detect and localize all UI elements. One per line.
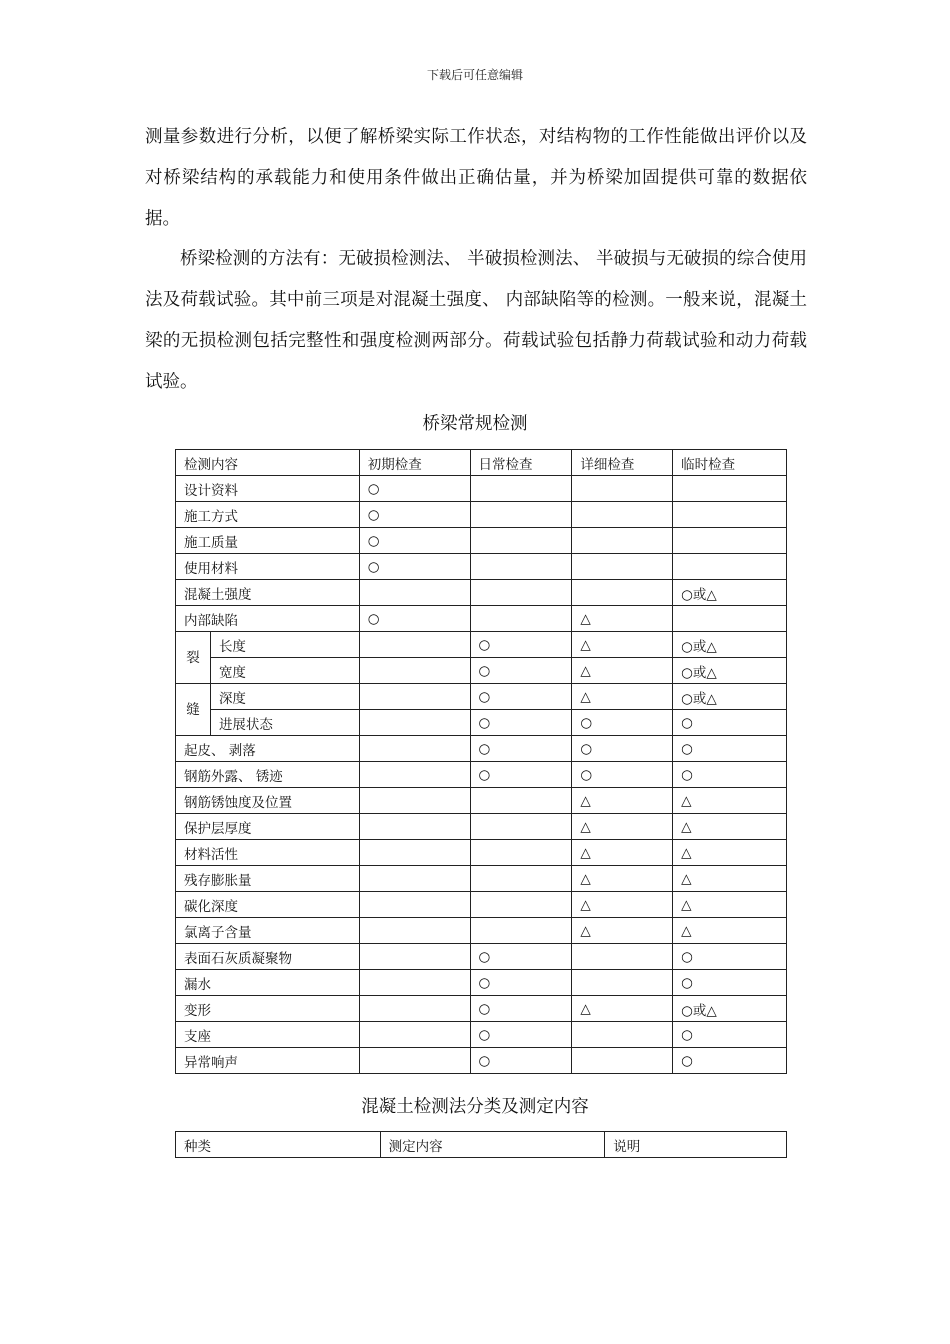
table-cell [572,554,673,580]
row-label: 变形 [176,996,360,1022]
table-cell: ○ [673,1048,787,1074]
table-cell [572,528,673,554]
table-cell: ○或△ [673,658,787,684]
table-cell [359,684,470,710]
table-row [176,528,787,554]
table-row [176,502,787,528]
table-cell: △ [572,606,673,632]
row-label: 材料活性 [176,840,360,866]
table-cell: △ [572,684,673,710]
row-label: 钢筋锈蚀度及位置 [176,788,360,814]
header-cell: 测定内容 [380,1132,605,1158]
table-cell [359,762,470,788]
table-cell: ○ [470,632,572,658]
table-row [176,762,787,788]
table-cell: ○ [470,736,572,762]
table-cell: ○ [359,528,470,554]
table-cell [470,476,572,502]
table-cell [673,528,787,554]
header-cell: 详细检查 [572,450,673,476]
row-label: 漏水 [176,970,360,996]
table-cell [572,502,673,528]
table-cell: △ [572,788,673,814]
table-cell: ○ [470,996,572,1022]
table-row [176,970,787,996]
paragraph-2: 桥梁检测的方法有：无破损检测法、 半破损检测法、 半破损与无破损的综合使用法及荷载试验。其中前三项是对混凝土强度、 内部缺陷等的检测。一般来说，混凝土梁的无损检测包括完整性和强度检测两部分。荷载试验包括静力荷载试验和动力荷载试验。 [145,249,807,392]
table-row [176,606,787,632]
table-cell: ○ [359,554,470,580]
table-cell: ○或△ [673,684,787,710]
table-cell: △ [572,840,673,866]
table-cell: ○ [572,736,673,762]
table-cell [572,1048,673,1074]
table-cell [470,528,572,554]
row-label: 设计资料 [176,476,360,502]
table-cell [470,502,572,528]
header-cell: 临时检查 [673,450,787,476]
row-label: 使用材料 [176,554,360,580]
table-cell: ○ [673,762,787,788]
table-cell: △ [673,788,787,814]
table-cell: ○ [673,710,787,736]
table1-caption: 桥梁常规检测 [422,414,528,434]
table-cell [470,840,572,866]
row-label: 残存膨胀量 [176,866,360,892]
crack-row [176,684,787,710]
table-cell: ○或△ [673,632,787,658]
table-cell: △ [673,892,787,918]
row-label: 深度 [210,684,359,710]
row-label: 支座 [176,1022,360,1048]
row-label: 施工质量 [176,528,360,554]
table-cell: ○ [470,944,572,970]
table-cell: ○ [673,1022,787,1048]
table-cell: ○或△ [673,580,787,606]
page-header: 下载后可任意编辑 [426,68,523,82]
table-cell [359,632,470,658]
table-cell: △ [572,996,673,1022]
table-cell: ○ [470,762,572,788]
table-cell [572,580,673,606]
table-cell [359,814,470,840]
table-row [176,1022,787,1048]
table-row [176,918,787,944]
table-cell: ○ [572,710,673,736]
row-label: 宽度 [210,658,359,684]
table-cell: △ [572,814,673,840]
concrete-test-table [175,1131,787,1158]
table-cell: ○ [359,476,470,502]
table-cell [359,658,470,684]
table-cell: ○ [470,970,572,996]
table-cell [359,580,470,606]
crack-row [176,710,787,736]
table2-caption: 混凝土检测法分类及测定内容 [361,1097,589,1117]
table-row [176,866,787,892]
row-label: 进展状态 [210,710,359,736]
table-cell: △ [572,866,673,892]
table-cell: ○ [470,1022,572,1048]
table-cell [572,944,673,970]
table-cell: △ [673,918,787,944]
table-cell: ○ [470,684,572,710]
table-cell [359,944,470,970]
table-cell [359,970,470,996]
header-cell: 检测内容 [176,450,360,476]
table-cell [470,918,572,944]
row-label: 施工方式 [176,502,360,528]
table-cell [470,606,572,632]
table-row [176,788,787,814]
row-label: 表面石灰质凝聚物 [176,944,360,970]
table-cell [359,1022,470,1048]
row-label: 钢筋外露、 锈迹 [176,762,360,788]
table-row [176,580,787,606]
paragraph-1: 测量参数进行分析，以便了解桥梁实际工作状态，对结构物的工作性能做出评价以及对桥梁结构的承载能力和使用条件做出正确估量，并为桥梁加固提供可靠的数据依据。 [145,127,807,229]
table-cell [470,866,572,892]
table-cell [470,788,572,814]
table-cell [470,554,572,580]
table-row [176,944,787,970]
table-cell: ○ [470,658,572,684]
row-label: 长度 [210,632,359,658]
row-label: 内部缺陷 [176,606,360,632]
table-cell [359,892,470,918]
table-cell [470,814,572,840]
table-cell [359,866,470,892]
table-cell [359,1048,470,1074]
crack-row [176,658,787,684]
table-cell: △ [673,840,787,866]
bridge-inspection-table [175,449,787,1074]
row-label: 异常响声 [176,1048,360,1074]
bridge-inspection-table-body [176,450,787,1074]
crack-group-label: 裂 [176,632,211,684]
table-row [176,1048,787,1074]
row-label: 保护层厚度 [176,814,360,840]
header-cell: 说明 [605,1132,787,1158]
table-cell [572,476,673,502]
table-row [176,996,787,1022]
table-cell [470,580,572,606]
table-cell: ○ [470,1048,572,1074]
row-label: 碳化深度 [176,892,360,918]
table-cell [359,840,470,866]
table-row [176,840,787,866]
table-cell: ○或△ [673,996,787,1022]
table-cell [572,1022,673,1048]
header-cell: 种类 [176,1132,381,1158]
table-cell: ○ [673,944,787,970]
table-cell [470,892,572,918]
table-row [176,892,787,918]
table-header-row [176,450,787,476]
row-label: 氯离子含量 [176,918,360,944]
table-cell [673,502,787,528]
table-cell [673,606,787,632]
table-cell: ○ [673,970,787,996]
table-row [176,554,787,580]
table-cell [359,996,470,1022]
table-cell: ○ [359,606,470,632]
table-cell: ○ [572,762,673,788]
table-row [176,736,787,762]
table-cell [359,736,470,762]
table-cell: △ [572,658,673,684]
crack-row [176,632,787,658]
table-row [176,476,787,502]
table-row [176,814,787,840]
table-cell [673,476,787,502]
table-cell [359,918,470,944]
table-cell: △ [572,918,673,944]
table-cell: △ [572,632,673,658]
crack-group-label: 缝 [176,684,211,736]
table-header-row [176,1132,787,1158]
header-cell: 日常检查 [470,450,572,476]
table-cell [359,710,470,736]
table-cell: ○ [673,736,787,762]
table-cell: △ [673,814,787,840]
table-cell: △ [572,892,673,918]
row-label: 混凝土强度 [176,580,360,606]
header-cell: 初期检查 [359,450,470,476]
table-cell: ○ [359,502,470,528]
table-cell [673,554,787,580]
table-cell [359,788,470,814]
table-cell: △ [673,866,787,892]
table-cell: ○ [470,710,572,736]
table-cell [572,970,673,996]
row-label: 起皮、 剥落 [176,736,360,762]
